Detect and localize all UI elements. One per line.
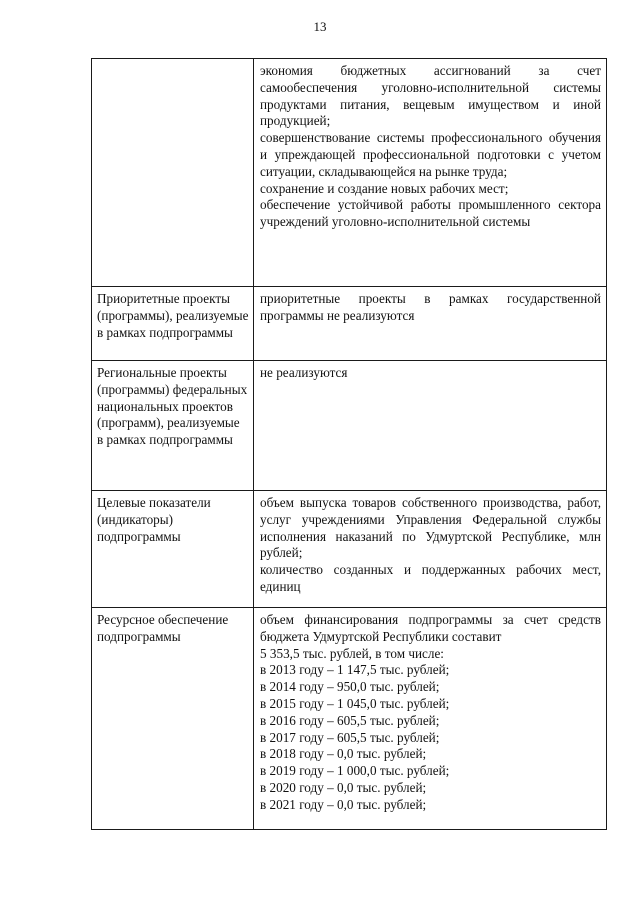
funding-year-2020: в 2020 году – 0,0 тыс. рублей; [260, 779, 427, 795]
table-row-resource-provision [92, 608, 607, 830]
subprogram-passport-table [91, 58, 607, 830]
funding-total: 5 353,5 тыс. рублей, в том числе: [260, 645, 444, 661]
funding-year-2018: в 2018 году – 0,0 тыс. рублей; [260, 746, 427, 762]
row-label-priority-projects: Приоритетные проекты (программы), реализуемые в рамках подпрограммы [92, 287, 254, 361]
result-item: обеспечение устойчивой работы промышленного сектора учреждений уголовно-исполнительной системы [260, 197, 601, 230]
indicator-item: количество созданных и поддержанных рабочих мест, единиц [260, 562, 601, 594]
result-item: экономия бюджетных ассигнований за счет самообеспечения уголовно-исполнительной системы продуктами питания, вещевым имуществом и иной продукцией; [260, 63, 601, 129]
page-number: 13 [313, 19, 327, 34]
funding-year-2014: в 2014 году – 950,0 тыс. рублей; [260, 679, 440, 695]
funding-year-2015: в 2015 году – 1 045,0 тыс. рублей; [260, 695, 450, 711]
regional-projects-text: не реализуются [260, 365, 348, 380]
table-row-target-indicators [92, 491, 607, 608]
expected-results-cell [254, 59, 607, 287]
result-item: сохранение и создание новых рабочих мест; [260, 180, 509, 196]
target-indicators-cell [254, 491, 607, 608]
table-row-expected-results [92, 59, 607, 287]
indicator-item: объем выпуска товаров собственного производства, работ, услуг учреждениями Управления Федеральной службы исполнения наказаний по Удмуртской Республике, млн рублей; [260, 495, 601, 561]
priority-projects-cell [254, 287, 607, 361]
priority-projects-text: приоритетные проекты в рамках государственной программы не реализуются [260, 291, 601, 323]
table-row-priority-projects [92, 287, 607, 361]
funding-year-2021: в 2021 году – 0,0 тыс. рублей; [260, 796, 427, 812]
funding-year-2019: в 2019 году – 1 000,0 тыс. рублей; [260, 763, 450, 779]
row-label-target-indicators: Целевые показатели (индикаторы) подпрограммы [92, 491, 254, 608]
table-row-regional-projects [92, 361, 607, 491]
funding-year-2017: в 2017 году – 605,5 тыс. рублей; [260, 729, 440, 745]
funding-year-2016: в 2016 году – 605,5 тыс. рублей; [260, 712, 440, 728]
resource-provision-cell [254, 608, 607, 830]
row-label-empty [92, 59, 254, 287]
funding-year-2013: в 2013 году – 1 147,5 тыс. рублей; [260, 662, 450, 678]
regional-projects-cell [254, 361, 607, 491]
row-label-resource-provision: Ресурсное обеспечение подпрограммы [92, 608, 254, 830]
funding-intro: объем финансирования подпрограммы за счет средств бюджета Удмуртской Республики составит [260, 612, 601, 644]
result-item: совершенствование системы профессионального обучения и упреждающей профессиональной подготовки с учетом ситуации, складывающейся на рынке труда; [260, 130, 601, 179]
row-label-regional-projects: Региональные проекты (программы) федеральных национальных проектов (программ), реализуемые в рамках подпрограммы [92, 361, 254, 491]
